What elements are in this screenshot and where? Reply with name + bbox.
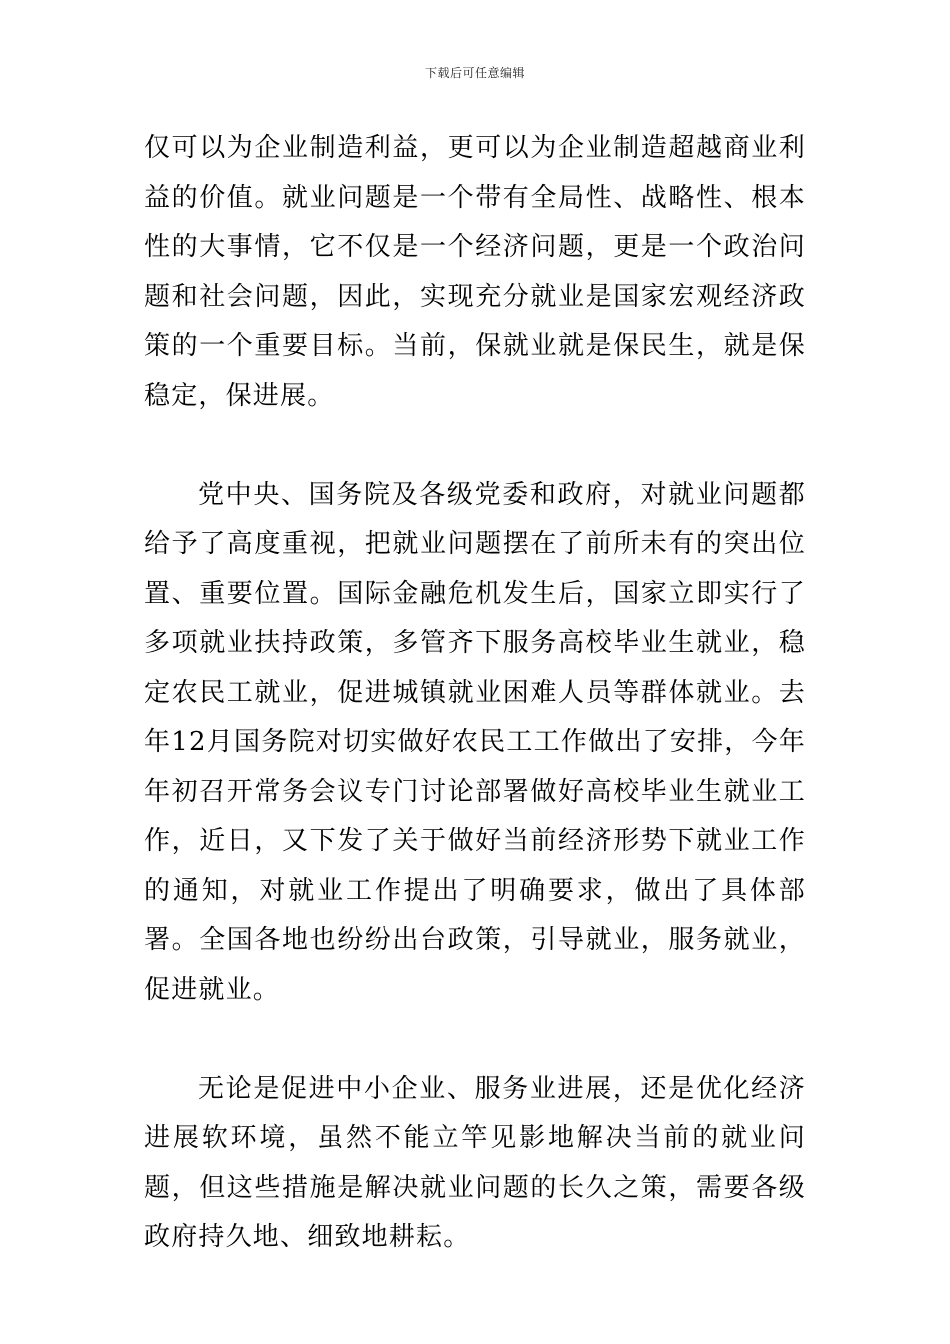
paragraph-1: 仅可以为企业制造利益，更可以为企业制造超越商业利益的价值。就业问题是一个带有全局性、战略性、根本性的大事情，它不仅是一个经济问题，更是一个政治问题和社会问题，因此，实现充分就业是国家宏观经济政策的一个重要目标。当前，保就业就是保民生，就是保稳定，保进展。	[144, 133, 806, 411]
page-header: 下载后可任意编辑	[424, 66, 525, 80]
paragraph-gap	[144, 421, 806, 471]
paragraph-3: 无论是促进中小企业、服务业进展，还是优化经济进展软环境，虽然不能立竿见影地解决当前的就业问题，但这些措施是解决就业问题的长久之策，需要各级政府持久地、细致地耕耘。	[144, 1073, 806, 1252]
paragraph-2: 党中央、国务院及各级党委和政府，对就业问题都给予了高度重视，把就业问题摆在了前所未有的突出位置、重要位置。国际金融危机发生后，国家立即实行了多项就业扶持政策，多管齐下服务高校毕业生就业，稳定农民工就业，促进城镇就业困难人员等群体就业。去年12月国务院对切实做好农民工工作做出了安排，今年年初召开常务会议专门讨论部署做好高校毕业生就业工作，近日，又下发了关于做好当前经济形势下就业工作的通知，对就业工作提出了明确要求，做出了具体部署。全国各地也纷纷出台政策，引导就业，服务就业，促进就业。	[144, 479, 806, 1005]
paragraph-gap	[144, 1015, 806, 1065]
document-body	[144, 124, 806, 1263]
